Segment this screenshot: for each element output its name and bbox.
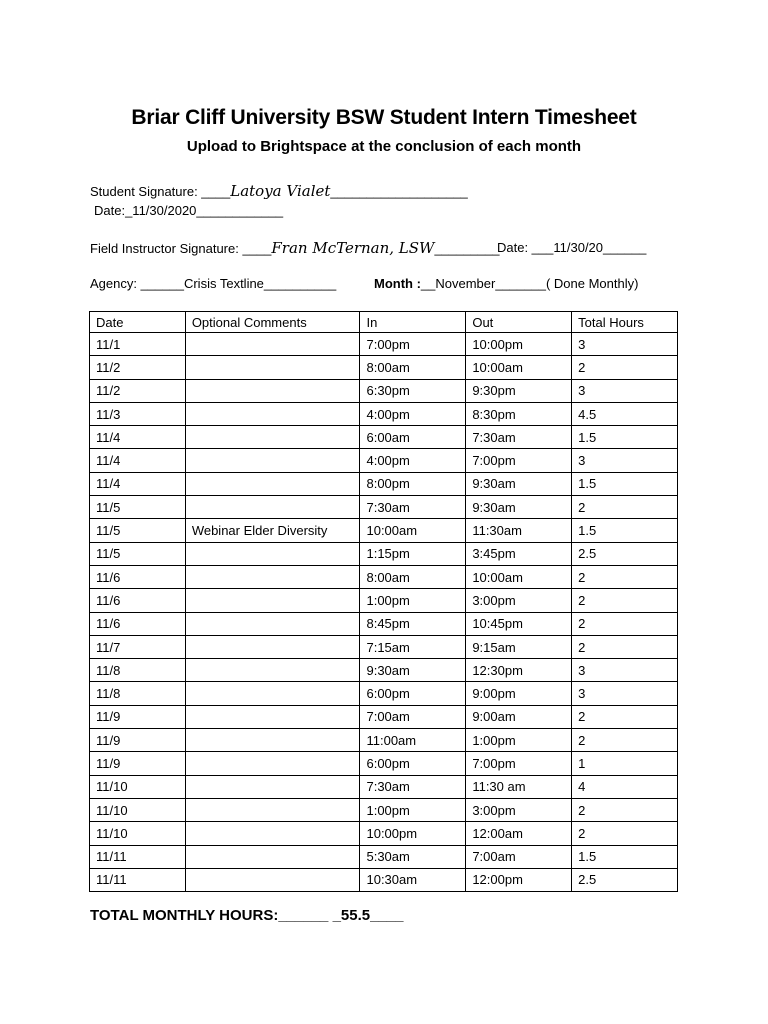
- date-cell: 11/9: [90, 705, 186, 728]
- comment-cell: [185, 729, 360, 752]
- out-cell: 7:30am: [466, 426, 572, 449]
- header-comments: Optional Comments: [185, 312, 360, 333]
- header-date: Date: [90, 312, 186, 333]
- in-cell: 7:30am: [360, 775, 466, 798]
- comment-cell: [185, 589, 360, 612]
- table-row: [90, 822, 678, 845]
- page-subtitle: Upload to Brightspace at the conclusion of each month: [186, 138, 582, 155]
- date-cell: 11/8: [90, 659, 186, 682]
- month-line: [374, 276, 638, 291]
- month-value: __November_______( Done Monthly): [420, 276, 639, 291]
- instructor-signature: Fran McTernan, LSW: [271, 239, 435, 257]
- hours-cell: 2: [572, 705, 678, 728]
- out-cell: 10:45pm: [466, 612, 572, 635]
- table-row: [90, 333, 678, 356]
- table-row: [90, 635, 678, 658]
- out-cell: 11:30 am: [466, 775, 572, 798]
- table-row: [90, 682, 678, 705]
- out-cell: 3:00pm: [466, 589, 572, 612]
- out-cell: 7:00pm: [466, 752, 572, 775]
- date-cell: 11/4: [90, 472, 186, 495]
- table-row: [90, 868, 678, 891]
- date-cell: 11/9: [90, 752, 186, 775]
- date-cell: 11/11: [90, 845, 186, 868]
- out-cell: 10:00am: [466, 356, 572, 379]
- comment-cell: [185, 682, 360, 705]
- hours-cell: 3: [572, 659, 678, 682]
- hours-cell: 3: [572, 682, 678, 705]
- in-cell: 8:45pm: [360, 612, 466, 635]
- hours-cell: 2: [572, 729, 678, 752]
- out-cell: 7:00pm: [466, 449, 572, 472]
- date-cell: 11/5: [90, 496, 186, 519]
- in-cell: 7:15am: [360, 635, 466, 658]
- in-cell: 10:00pm: [360, 822, 466, 845]
- total-monthly-hours: TOTAL MONTHLY HOURS:______ _55.5____: [90, 907, 404, 924]
- table-row: [90, 542, 678, 565]
- table-row: [90, 798, 678, 821]
- hours-cell: 2: [572, 612, 678, 635]
- date-cell: 11/10: [90, 822, 186, 845]
- out-cell: 12:00pm: [466, 868, 572, 891]
- out-cell: 12:30pm: [466, 659, 572, 682]
- table-row: [90, 402, 678, 425]
- table-header-row: [90, 312, 678, 333]
- table-row: [90, 775, 678, 798]
- in-cell: 7:00am: [360, 705, 466, 728]
- table-row: [90, 472, 678, 495]
- date-cell: 11/6: [90, 565, 186, 588]
- in-cell: 10:30am: [360, 868, 466, 891]
- date-cell: 11/11: [90, 868, 186, 891]
- out-cell: 10:00am: [466, 565, 572, 588]
- in-cell: 6:00pm: [360, 752, 466, 775]
- comment-cell: [185, 635, 360, 658]
- in-cell: 10:00am: [360, 519, 466, 542]
- date-cell: 11/3: [90, 402, 186, 425]
- date-cell: 11/2: [90, 356, 186, 379]
- hours-cell: 2.5: [572, 868, 678, 891]
- table-row: [90, 705, 678, 728]
- in-cell: 7:30am: [360, 496, 466, 519]
- table-row: [90, 426, 678, 449]
- table-row: [90, 752, 678, 775]
- out-cell: 3:45pm: [466, 542, 572, 565]
- in-cell: 5:30am: [360, 845, 466, 868]
- date-cell: 11/6: [90, 589, 186, 612]
- comment-cell: [185, 426, 360, 449]
- table-row: [90, 845, 678, 868]
- instructor-signature-trail: _________: [434, 241, 500, 256]
- student-signature-label: Student Signature: ____: [90, 184, 231, 199]
- page-title: Briar Cliff University BSW Student Intern Timesheet: [131, 106, 637, 129]
- hours-cell: 1.5: [572, 845, 678, 868]
- table-row: [90, 565, 678, 588]
- header-total-hours: Total Hours: [572, 312, 678, 333]
- student-signature-trail: ___________________: [330, 184, 468, 199]
- in-cell: 1:00pm: [360, 589, 466, 612]
- comment-cell: [185, 868, 360, 891]
- table-row: [90, 449, 678, 472]
- comment-cell: [185, 379, 360, 402]
- date-cell: 11/1: [90, 333, 186, 356]
- date-cell: 11/2: [90, 379, 186, 402]
- comment-cell: [185, 612, 360, 635]
- hours-cell: 1: [572, 752, 678, 775]
- header-in: In: [360, 312, 466, 333]
- in-cell: 11:00am: [360, 729, 466, 752]
- in-cell: 1:15pm: [360, 542, 466, 565]
- comment-cell: [185, 565, 360, 588]
- out-cell: 9:00am: [466, 705, 572, 728]
- out-cell: 8:30pm: [466, 402, 572, 425]
- out-cell: 12:00am: [466, 822, 572, 845]
- hours-cell: 2: [572, 589, 678, 612]
- comment-cell: [185, 472, 360, 495]
- out-cell: 9:00pm: [466, 682, 572, 705]
- out-cell: 11:30am: [466, 519, 572, 542]
- out-cell: 9:30am: [466, 472, 572, 495]
- hours-cell: 1.5: [572, 426, 678, 449]
- comment-cell: [185, 775, 360, 798]
- instructor-date-line: Date: ___11/30/20______: [497, 240, 647, 255]
- in-cell: 8:00pm: [360, 472, 466, 495]
- comment-cell: [185, 705, 360, 728]
- hours-cell: 4.5: [572, 402, 678, 425]
- date-cell: 11/9: [90, 729, 186, 752]
- hours-cell: 2: [572, 496, 678, 519]
- out-cell: 9:30pm: [466, 379, 572, 402]
- table-row: [90, 379, 678, 402]
- table-row: [90, 659, 678, 682]
- hours-cell: 2: [572, 635, 678, 658]
- comment-cell: [185, 356, 360, 379]
- table-row: [90, 729, 678, 752]
- comment-cell: [185, 659, 360, 682]
- comment-cell: [185, 845, 360, 868]
- out-cell: 7:00am: [466, 845, 572, 868]
- student-signature-line: [90, 182, 468, 200]
- date-cell: 11/10: [90, 798, 186, 821]
- out-cell: 10:00pm: [466, 333, 572, 356]
- date-cell: 11/8: [90, 682, 186, 705]
- table-row: [90, 612, 678, 635]
- in-cell: 4:00pm: [360, 402, 466, 425]
- in-cell: 6:00pm: [360, 682, 466, 705]
- date-cell: 11/7: [90, 635, 186, 658]
- comment-cell: [185, 752, 360, 775]
- date-cell: 11/6: [90, 612, 186, 635]
- in-cell: 6:00am: [360, 426, 466, 449]
- comment-cell: [185, 402, 360, 425]
- in-cell: 9:30am: [360, 659, 466, 682]
- instructor-signature-line: [90, 239, 500, 257]
- date-cell: 11/5: [90, 542, 186, 565]
- comment-cell: [185, 822, 360, 845]
- date-cell: 11/4: [90, 426, 186, 449]
- student-date-line: Date:_11/30/2020____________: [94, 203, 284, 218]
- table-row: [90, 356, 678, 379]
- in-cell: 4:00pm: [360, 449, 466, 472]
- in-cell: 8:00am: [360, 565, 466, 588]
- student-signature: Latoya Vialet: [230, 182, 331, 200]
- in-cell: 7:00pm: [360, 333, 466, 356]
- out-cell: 1:00pm: [466, 729, 572, 752]
- hours-cell: 1.5: [572, 472, 678, 495]
- comment-cell: [185, 333, 360, 356]
- hours-cell: 3: [572, 379, 678, 402]
- comment-cell: Webinar Elder Diversity: [185, 519, 360, 542]
- agency-line: Agency: ______Crisis Textline__________: [90, 276, 337, 291]
- in-cell: 8:00am: [360, 356, 466, 379]
- out-cell: 9:15am: [466, 635, 572, 658]
- hours-cell: 3: [572, 449, 678, 472]
- in-cell: 1:00pm: [360, 798, 466, 821]
- hours-cell: 2: [572, 356, 678, 379]
- instructor-signature-label: Field Instructor Signature: ____: [90, 241, 272, 256]
- hours-cell: 2: [572, 565, 678, 588]
- header-out: Out: [466, 312, 572, 333]
- comment-cell: [185, 542, 360, 565]
- timesheet-table: [89, 311, 678, 892]
- date-cell: 11/10: [90, 775, 186, 798]
- month-label: Month :: [374, 276, 421, 291]
- hours-cell: 4: [572, 775, 678, 798]
- in-cell: 6:30pm: [360, 379, 466, 402]
- table-row: [90, 496, 678, 519]
- out-cell: 9:30am: [466, 496, 572, 519]
- hours-cell: 2.5: [572, 542, 678, 565]
- out-cell: 3:00pm: [466, 798, 572, 821]
- comment-cell: [185, 449, 360, 472]
- hours-cell: 2: [572, 798, 678, 821]
- hours-cell: 3: [572, 333, 678, 356]
- date-cell: 11/4: [90, 449, 186, 472]
- comment-cell: [185, 798, 360, 821]
- table-row: [90, 589, 678, 612]
- hours-cell: 1.5: [572, 519, 678, 542]
- hours-cell: 2: [572, 822, 678, 845]
- date-cell: 11/5: [90, 519, 186, 542]
- comment-cell: [185, 496, 360, 519]
- table-row: [90, 519, 678, 542]
